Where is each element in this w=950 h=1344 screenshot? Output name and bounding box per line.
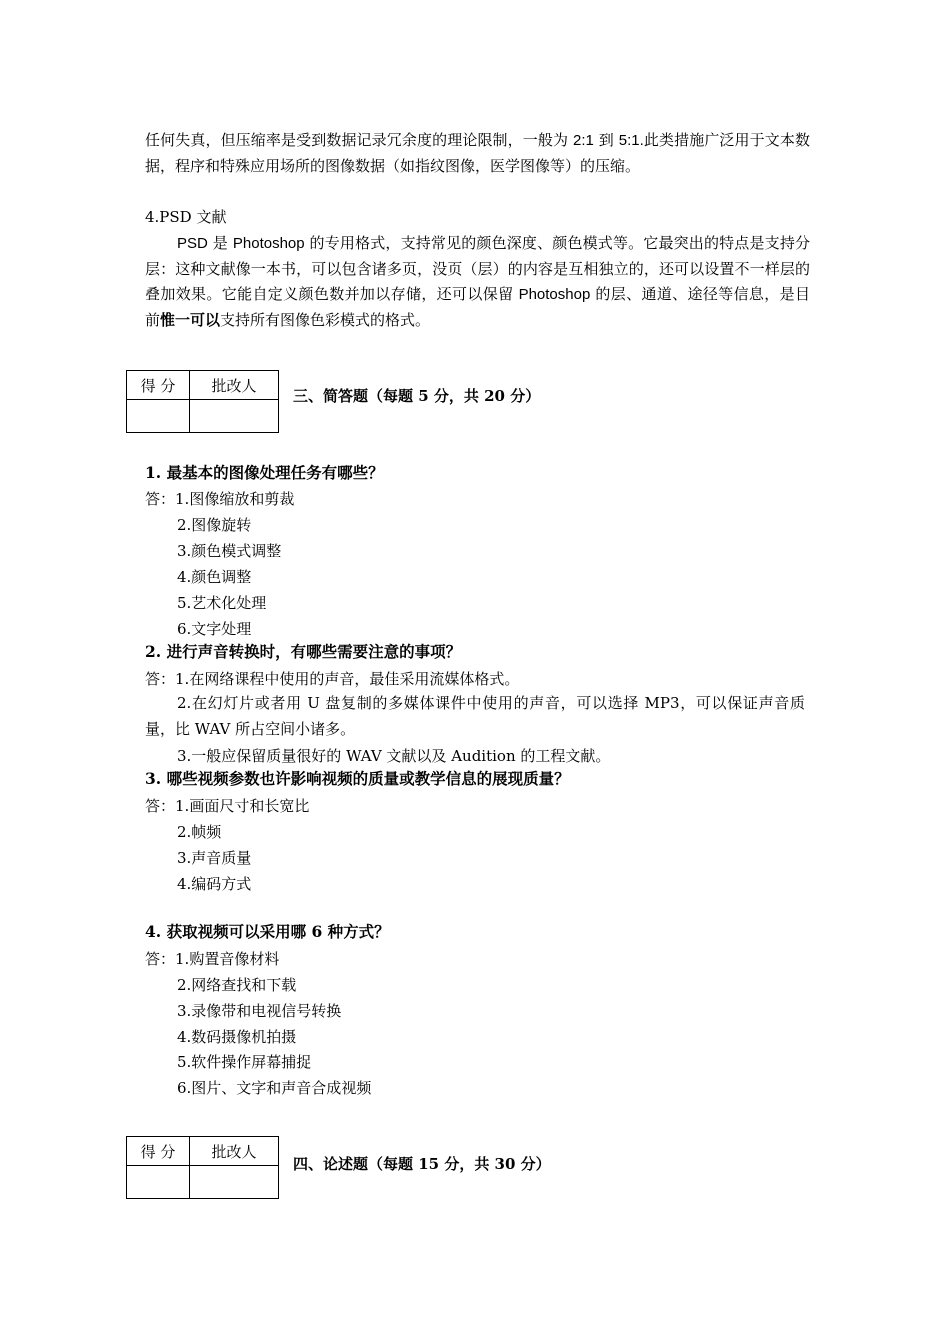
psd-term: PSD [177,235,208,252]
answer-item: 3.颜色模式调整 [177,542,282,560]
answer-item: 3.声音质量 [177,849,252,867]
psd-emphasis: 惟一可以 [160,310,221,329]
score-cell [127,400,190,433]
q4-answer-line [145,948,279,969]
answer-item: 5.软件操作屏幕捕捉 [177,1053,312,1071]
q4-question: 4. 获取视频可以采用哪 6 种方式？ [145,922,390,941]
score-header: 得 分 [127,1137,190,1166]
grader-cell [190,1166,279,1199]
answer-item: 4.数码摄像机拍摄 [177,1028,297,1046]
answer-item: 1.画面尺寸和长宽比 [175,797,310,815]
intro-text: 任何失真，但压缩率是受到数据记录冗余度的理论限制，一般为 [145,131,573,149]
grader-header: 批改人 [190,371,279,400]
q3-answer-line [145,795,309,816]
answer-prefix: 答： [145,950,176,968]
answer-item: 1.在网络课程中使用的声音，最佳采用流媒体格式。 [175,670,520,688]
photoshop-term: Photoshop [518,286,591,303]
answer-item: 2.帧频 [177,823,222,841]
answer-item: 3.一般应保留质量很好的 WAV 文献以及 Audition 的工程文献。 [177,747,611,765]
answer-item: 2.在幻灯片或者用 U 盘复制的多媒体课件中使用的声音，可以选择 MP3，可以保证声音质量，比 WAV 所占空间小诸多。 [145,694,805,738]
psd-text: 是 [207,234,233,252]
intro-text-to: 到 [593,131,619,149]
section4-title: 四、论述题（每题 15 分，共 30 分） [293,1155,551,1173]
psd-text: 的层、通道、途径等信息，是目前 [145,285,810,329]
answer-item: 5.艺术化处理 [177,594,267,612]
answer-item: 2.网络查找和下载 [177,976,297,994]
psd-paragraph [145,231,810,333]
q1-answer-line [145,488,294,509]
intro-text-end: 此类措施广泛用于文本数据，程序和特殊应用场所的图像数据（如指纹图像，医学图像等）的压缩。 [145,131,810,175]
answer-item: 4.编码方式 [177,875,252,893]
answer-item: 4.颜色调整 [177,568,252,586]
answer-item: 2.图像旋转 [177,516,252,534]
psd-text-end: 支持所有图像色彩模式的格式。 [220,310,431,329]
photoshop-term: Photoshop [232,235,305,252]
grader-header: 批改人 [190,1137,279,1166]
q2-answer-line [145,668,519,689]
answer-prefix: 答： [145,490,176,508]
q2-question: 2. 进行声音转换时，有哪些需要注意的事项？ [145,642,462,661]
answer-prefix: 答： [145,670,176,688]
score-header: 得 分 [127,371,190,400]
psd-heading: 4.PSD 文献 [145,208,227,226]
score-table-section4 [126,1136,279,1199]
answer-prefix: 答： [145,797,176,815]
answer-item: 6.文字处理 [177,620,252,638]
score-cell [127,1166,190,1199]
q1-question: 1. 最基本的图像处理任务有哪些？ [145,463,384,482]
answer-item: 6.图片、文字和声音合成视频 [177,1079,372,1097]
score-table-section3 [126,370,279,433]
answer-item: 1.图像缩放和剪裁 [175,490,295,508]
intro-paragraph [145,128,810,179]
ratio-low: 2:1 [573,132,594,149]
answer-item: 3.录像带和电视信号转换 [177,1002,342,1020]
psd-text: 的专用格式，支持常见的颜色深度、颜色模式等。它最突出的特点是支持分层：这种文献像一本书，可以包含诸多页，没页（层）的内容是互相独立的，还可以设置不一样层的叠加效果。它能自定义颜色数并加以存储，还可以保留 [145,234,810,303]
grader-cell [190,400,279,433]
answer-item: 1.购置音像材料 [175,950,280,968]
ratio-high: 5:1. [618,132,644,149]
q3-question: 3. 哪些视频参数也许影响视频的质量或教学信息的展现质量？ [145,769,570,788]
section3-title: 三、简答题（每题 5 分，共 20 分） [293,387,541,405]
